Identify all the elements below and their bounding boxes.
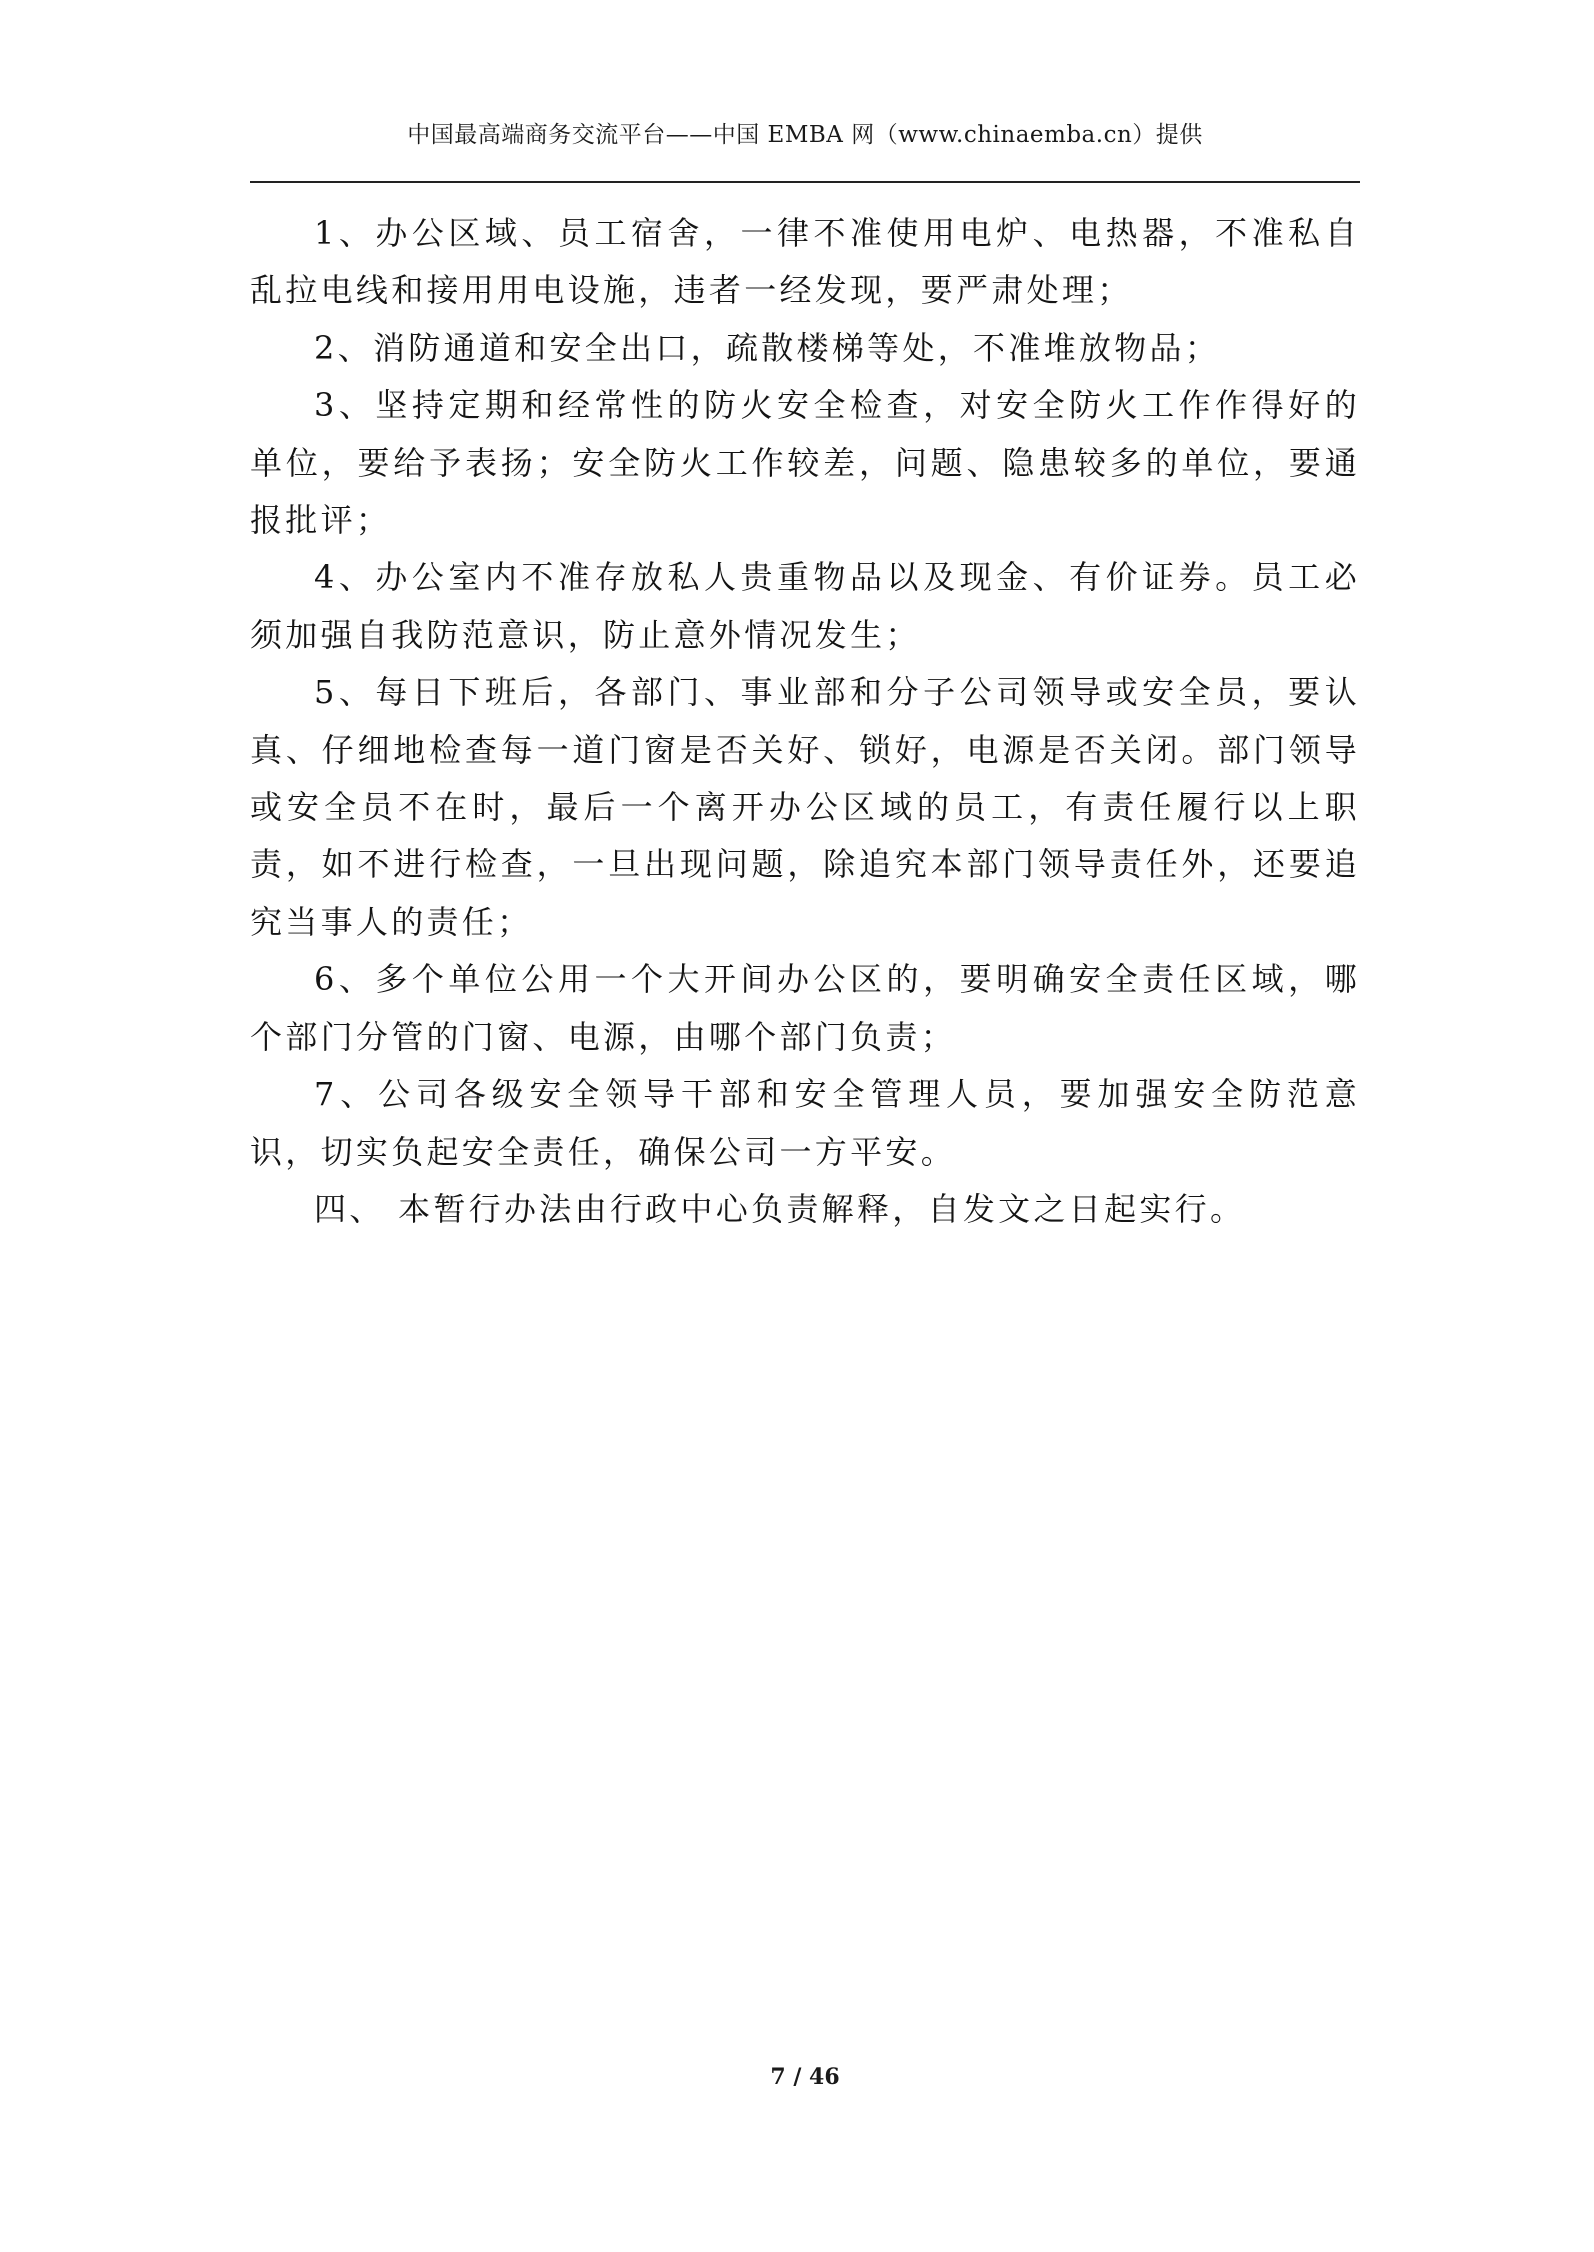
paragraph-section-four: 四、 本暂行办法由行政中心负责解释，自发文之日起实行。 (314, 1189, 1246, 1228)
paragraph-item-4: 4、办公室内不准存放私人贵重物品以及现金、有价证券。员工必须加强自我防范意识，防止意外情况发生； (250, 558, 1360, 654)
page-header: 中国最高端商务交流平台——中国 EMBA 网（www.chinaemba.cn）提供 (407, 122, 1203, 148)
paragraph-item-3: 3、坚持定期和经常性的防火安全检查，对安全防火工作作得好的单位，要给予表扬；安全防火工作较差，问题、隐患较多的单位，要通报批评； (250, 386, 1360, 540)
document-body (250, 205, 1360, 1238)
paragraph-item-5: 5、每日下班后，各部门、事业部和分子公司领导或安全员，要认真、仔细地检查每一道门窗是否关好、锁好，电源是否关闭。部门领导或安全员不在时，最后一个离开办公区域的员工，有责任履行以上职责，如不进行检查，一旦出现问题，除追究本部门领导责任外，还要追究当事人的责任； (250, 673, 1360, 941)
header-divider (250, 181, 1360, 183)
paragraph-item-2: 2、消防通道和安全出口，疏散楼梯等处，不准堆放物品； (314, 328, 1221, 367)
paragraph-item-1: 1、办公区域、员工宿舍，一律不准使用电炉、电热器，不准私自乱拉电线和接用用电设施，违者一经发现，要严肃处理； (250, 214, 1360, 310)
page-number: 7 / 46 (770, 2064, 840, 2090)
paragraph-item-7: 7、公司各级安全领导干部和安全管理人员，要加强安全防范意识，切实负起安全责任，确保公司一方平安。 (250, 1075, 1360, 1171)
paragraph-item-6: 6、多个单位公用一个大开间办公区的，要明确安全责任区域，哪个部门分管的门窗、电源，由哪个部门负责； (250, 960, 1360, 1056)
